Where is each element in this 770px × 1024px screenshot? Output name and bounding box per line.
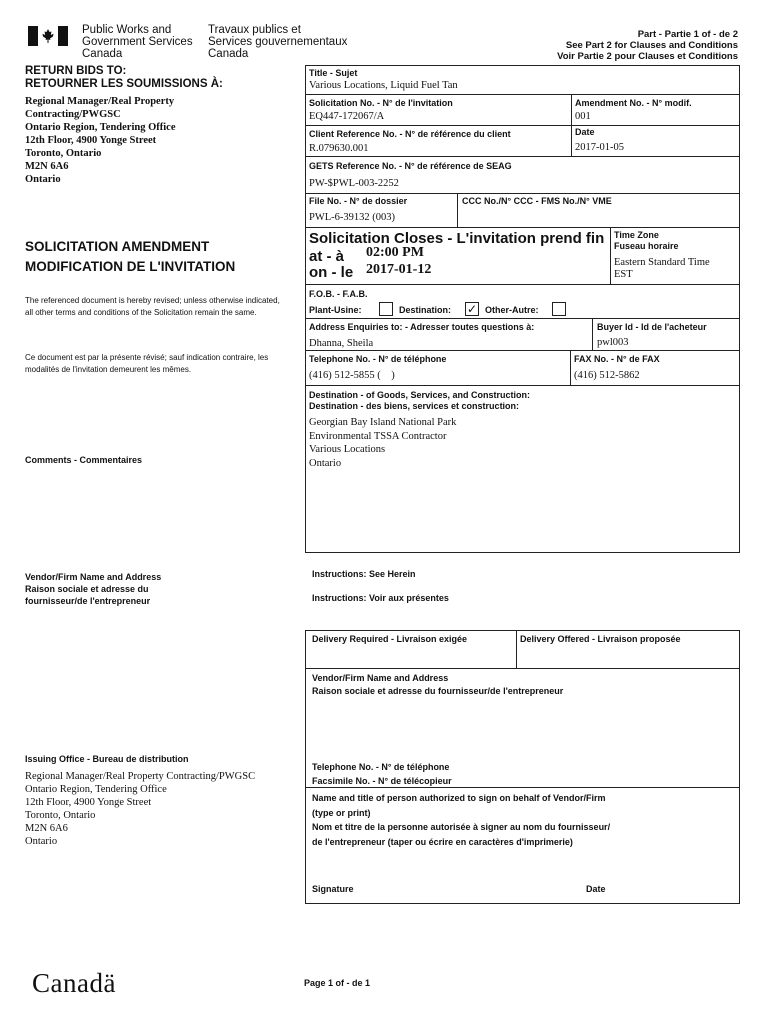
issuing-office-label: Issuing Office - Bureau de distribution [25, 754, 189, 764]
on-label: on - le [309, 264, 354, 281]
vendor-left-label: Vendor/Firm Name and Address Raison sociale et adresse du fournisseur/de l'entrepreneur [25, 572, 162, 606]
solicitation-closes-label: Solicitation Closes - L'invitation prend fin [309, 230, 605, 247]
vendor-contact-labels [312, 760, 452, 788]
return-bids-heading: RETURN BIDS TO: RETOURNER LES SOUMISSIONS À: [25, 65, 223, 90]
gets-ref-label: GETS Reference No. - N° de référence de SEAG [309, 161, 512, 171]
delivery-offered-label: Delivery Offered - Livraison proposée [520, 634, 681, 644]
fob-label: F.O.B. - F.A.B. [309, 289, 368, 299]
client-ref-value: R.079630.001 [309, 143, 369, 154]
enquiries-label: Address Enquiries to: - Adresser toutes questions à: [309, 322, 535, 332]
vendor-telephone-label: Telephone No. - N° de téléphone [312, 762, 450, 772]
time-zone-label: Time Zone Fuseau horaire [614, 230, 679, 251]
telephone-value: (416) 512-5855 ( ) [309, 370, 395, 381]
instructions-fr: Instructions: Voir aux présentes [312, 593, 449, 603]
amendment-note-fr: Ce document est par la présente révisé; sauf indication contraire, les modalités de l'invitation demeurent les mêmes. [25, 353, 269, 374]
solicitation-no-value: EQ447-172067/A [309, 111, 385, 122]
amendment-note-en: The referenced document is hereby revised; unless otherwise indicated, all other terms and conditions of the Solicitation remain the same. [25, 296, 280, 317]
closing-time-value: 02:00 PM [366, 245, 424, 260]
page-indicator: Page 1 of - de 1 [304, 978, 371, 988]
destination-goods-label: Destination - of Goods, Services, and Construction: Destination - des biens, services et construction: [309, 390, 531, 411]
ccc-no-label: CCC No./N° CCC - FMS No./N° VME [462, 196, 612, 206]
telephone-label: Telephone No. - N° de téléphone [309, 354, 447, 364]
file-no-value: PWL-6-39132 (003) [309, 212, 396, 223]
client-ref-label: Client Reference No. - N° de référence du client [309, 129, 511, 139]
amendment-no-label: Amendment No. - N° modif. [575, 98, 692, 108]
instructions-en: Instructions: See Herein [312, 569, 416, 579]
canada-wordmark: Canadä [32, 968, 116, 998]
gets-ref-value: PW-$PWL-003-2252 [309, 178, 399, 189]
issuing-office-address: Regional Manager/Real Property Contracting/PWGSC Ontario Region, Tendering Office 12th Floor, 4900 Yonge Street Toronto, Ontario M2N 6A6 Ontario [25, 771, 256, 847]
plant-usine-label: Plant-Usine: [309, 305, 362, 315]
return-bids-address: Regional Manager/Real Property Contracting/PWGSC Ontario Region, Tendering Office 12th Floor, 4900 Yonge Street Toronto, Ontario M2N 6A6 Ontario [25, 96, 176, 185]
part-indicator: Part - Partie 1 of - de 2 See Part 2 for Clauses and Conditions Voir Partie 2 pour Clauses et Conditions [557, 29, 738, 62]
title-label: Title - Sujet [309, 68, 358, 78]
buyer-id-label: Buyer Id - Id de l'acheteur [597, 322, 707, 332]
buyer-id-value: pwl003 [597, 337, 629, 348]
amendment-heading: SOLICITATION AMENDMENT MODIFICATION DE L'INVITATION [25, 239, 236, 274]
department-name-en: Public Works and Government Services Canada [82, 24, 193, 60]
enquiries-value: Dhanna, Sheila [309, 338, 374, 349]
destination-label: Destination: [399, 305, 452, 315]
vendor-name-address-label: Vendor/Firm Name and Address Raison sociale et adresse du fournisseur/de l'entrepreneur [312, 673, 564, 696]
destination-checkbox[interactable]: ✓ [466, 302, 478, 316]
canada-flag-icon [28, 26, 68, 46]
file-no-label: File No. - N° de dossier [309, 196, 408, 206]
title-value: Various Locations, Liquid Fuel Tan [309, 80, 458, 91]
delivery-required-label: Delivery Required - Livraison exigée [312, 634, 468, 644]
other-autre-label: Other-Autre: [485, 305, 539, 315]
amendment-no-value: 001 [575, 111, 591, 122]
signature-label: Signature [312, 884, 354, 894]
fax-label: FAX No. - N° de FAX [574, 354, 660, 364]
authorized-person-label: Name and title of person authorized to sign on behalf of Vendor/Firm (type or print) Nom et titre de la personne autorisée à signer au nom du fournisseur/ de l'entrepreneur (taper ou écrire en caractères d'imprimerie) [312, 793, 611, 847]
vendor-facsimile-label: Facsimile No. - N° de télécopieur [312, 776, 452, 786]
at-label: at - à [309, 248, 345, 265]
comments-label: Comments - Commentaires [25, 455, 143, 465]
signature-date-label: Date [586, 884, 606, 894]
date-label: Date [575, 127, 595, 137]
solicitation-no-label: Solicitation No. - N° de l'invitation [309, 98, 453, 108]
closing-date-value: 2017-01-12 [366, 262, 432, 277]
other-autre-checkbox[interactable] [552, 302, 566, 316]
date-value: 2017-01-05 [575, 142, 624, 153]
time-zone-value: Eastern Standard Time EST [614, 257, 710, 280]
department-name-fr: Travaux publics et Services gouvernementaux Canada [208, 24, 348, 60]
destination-goods-value: Georgian Bay Island National Park Environmental TSSA Contractor Various Locations Ontario [309, 417, 457, 469]
plant-usine-checkbox[interactable] [379, 302, 393, 316]
fax-value: (416) 512-5862 [574, 370, 640, 381]
